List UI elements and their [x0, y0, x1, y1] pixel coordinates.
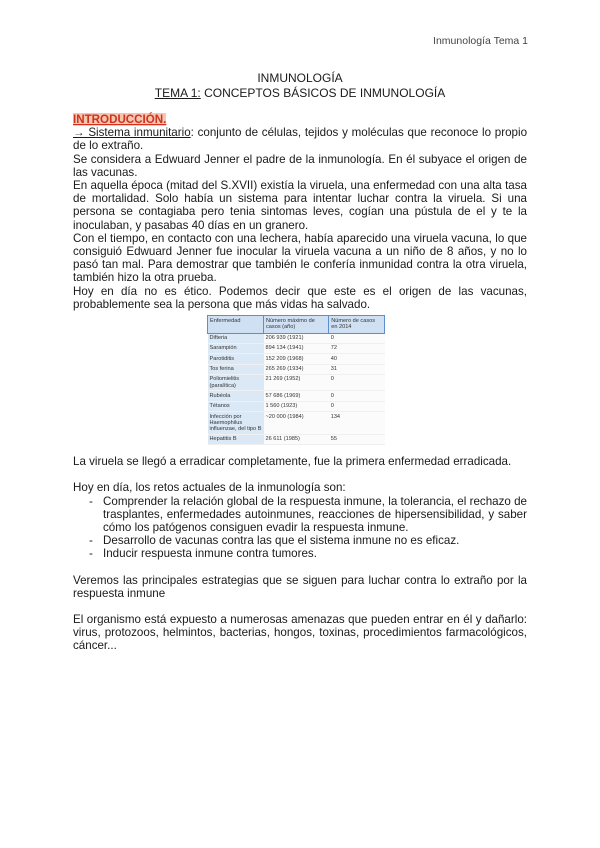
- table-cell: 21 269 (1952): [264, 374, 329, 391]
- subtitle-text: CONCEPTOS BÁSICOS DE INMUNOLOGÍA: [200, 86, 446, 100]
- table-header-cell: Número de casos en 2014: [329, 316, 385, 334]
- table-cell: 1 560 (1923): [264, 401, 329, 411]
- table-row: [208, 364, 385, 374]
- definition-term: → Sistema inmunitario: [73, 126, 191, 140]
- definition-paragraph: [73, 126, 527, 152]
- table-cell: 0: [329, 333, 385, 343]
- document-title: INMUNOLOGÍA: [257, 71, 343, 85]
- table-cell: Difteria: [208, 333, 264, 343]
- table-cell: Poliomielitis (paralítica): [208, 374, 264, 391]
- table-cell: 0: [329, 401, 385, 411]
- table-cell: 72: [329, 343, 385, 353]
- table-row: [208, 354, 385, 364]
- section-heading-intro: INTRODUCCIÓN.: [73, 113, 167, 126]
- challenges-list: [73, 495, 527, 561]
- title-block: [0, 71, 600, 101]
- document-subtitle: [0, 86, 600, 101]
- table-row: [208, 374, 385, 391]
- paragraph-retos-intro: Hoy en día, los retos actuales de la inmunología son:: [73, 481, 346, 495]
- table-cell: 0: [329, 391, 385, 401]
- table-cell: Rubéola: [208, 391, 264, 401]
- running-header: Inmunología Tema 1: [433, 35, 528, 47]
- table-cell: Sarampión: [208, 343, 264, 353]
- table-row: [208, 401, 385, 411]
- table-row: [208, 343, 385, 353]
- table-cell: 894 134 (1941): [264, 343, 329, 353]
- disease-table: [207, 315, 385, 445]
- table-cell: 152 209 (1968): [264, 354, 329, 364]
- paragraph-estrategias: Veremos las principales estrategias que se siguen para luchar contra lo extraño por la respuesta inmune: [73, 573, 527, 600]
- table-cell: 265 269 (1934): [264, 364, 329, 374]
- table-cell: Infección por Haemophilus influenzae, del tipo B: [208, 412, 264, 435]
- paragraph-erradicacion: La viruela se llegó a erradicar completamente, fue la primera enfermedad erradicada.: [73, 455, 512, 469]
- table-cell: 0: [329, 374, 385, 391]
- paragraph-viruela: En aquella época (mitad del S.XVII) existía la viruela, una enfermedad con una alta tasa de mortalidad. Solo había un sistema para intentar luchar contra la viruela. Si una persona se contagiaba pero tenia sintomas leves, cogían una pústula de el y te la inoculaban, y pasabas 40 días en un granero.: [73, 179, 527, 232]
- paragraph-amenazas: El organismo está expuesto a numerosas amenazas que pueden entrar en él y dañarlo: virus, protozoos, helmintos, bacterias, hongos, toxinas, procedimientos farmacológicos, cáncer...: [73, 613, 527, 653]
- list-item: - Inducir respuesta inmune contra tumores.: [103, 547, 527, 560]
- table-header-cell: Número máximo de casos (año): [264, 316, 329, 334]
- table-cell: 55: [329, 434, 385, 444]
- table-row: [208, 412, 385, 435]
- table-cell: Hepatitis B: [208, 434, 264, 444]
- table-header-cell: Enfermedad: [208, 316, 264, 334]
- table-cell: 26 611 (1985): [264, 434, 329, 444]
- list-item: - Desarrollo de vacunas contra las que el sistema inmune no es eficaz.: [103, 534, 527, 547]
- paragraph-etica: Hoy en día no es ético. Podemos decir que este es el origen de las vacunas, probablemente sea la persona que más vidas ha salvado.: [73, 284, 527, 311]
- table-cell: 57 686 (1969): [264, 391, 329, 401]
- paragraph-jenner: Se considera a Edwuard Jenner el padre de la inmunología. En él subyace el origen de las vacunas.: [73, 152, 527, 179]
- paragraph-lechera: Con el tiempo, en contacto con una lechera, había aparecido una viruela vacuna, lo que consiguió Edwuard Jenner fue inocular la viruela vacuna a un niño de 8 años, y no lo pasó tan mal. Para demostrar que también le confería inmunidad contra la otra viruela, también hizo la otra prueba.: [73, 231, 527, 285]
- disease-table-figure: [207, 315, 385, 445]
- table-cell: Tétanos: [208, 401, 264, 411]
- table-header-row: [208, 316, 385, 334]
- table-row: [208, 434, 385, 444]
- list-item: - Comprender la relación global de la respuesta inmune, la tolerancia, el rechazo de trasplantes, enfermedades autoinmunes, reacciones de hipersensibilidad, y saber cómo los patógenos consiguen evadir la respuesta inmune.: [103, 495, 527, 535]
- table-cell: 40: [329, 354, 385, 364]
- table-cell: 31: [329, 364, 385, 374]
- document-body: [73, 113, 527, 653]
- definition-text: : conjunto de células, tejidos y moléculas que reconoce lo propio de lo extraño.: [73, 126, 528, 153]
- table-row: [208, 391, 385, 401]
- table-cell: Parotiditis: [208, 354, 264, 364]
- table-cell: Tos ferina: [208, 364, 264, 374]
- subtitle-label: TEMA 1:: [154, 86, 201, 100]
- table-cell: ~20 000 (1984): [264, 412, 329, 435]
- table-cell: 206 939 (1921): [264, 333, 329, 343]
- table-row: [208, 333, 385, 343]
- table-cell: 134: [329, 412, 385, 435]
